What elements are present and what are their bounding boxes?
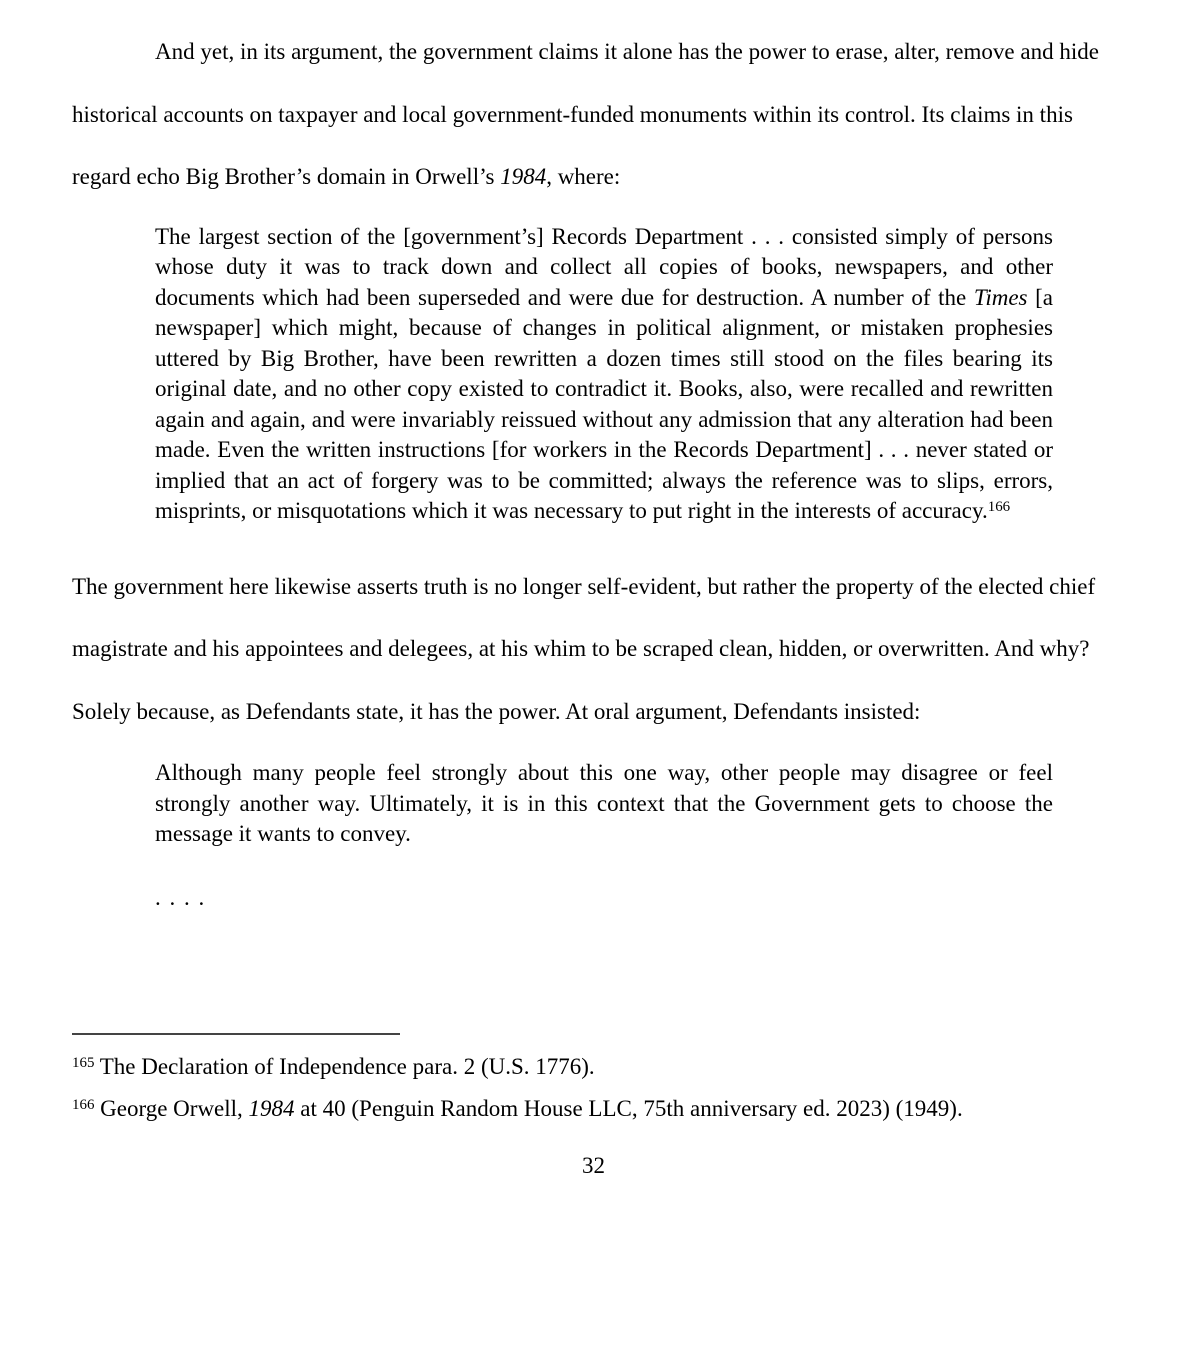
footnote-separator xyxy=(72,1033,400,1035)
paragraph-intro: And yet, in its argument, the government claims it alone has the power to erase, alter, remove and hide historical accounts on taxpayer and local government-funded monuments within its control. Its claims in this regard echo Big Brother’s domain in Orwell’s 1984, where: xyxy=(72,39,1099,189)
page-number: 32 xyxy=(582,1153,605,1178)
footnote-166: $^{166}$ George Orwell, 1984 at 40 (Penguin Random House LLC, 75th anniversary ed. 2023) (1949). xyxy=(72,1096,963,1121)
defendants-block-quote: Although many people feel strongly about this one way, other people may disagree or feel strongly another way. Ultimately, it is in this context that the Government gets to choose the message it wants to convey. xyxy=(155,760,1053,846)
ellipsis-marker: . . . . xyxy=(155,884,205,910)
footnote-165: $^{165}$ The Declaration of Independence para. 2 (U.S. 1776). xyxy=(72,1054,595,1079)
paragraph-argument: The government here likewise asserts truth is no longer self-evident, but rather the property of the elected chief magistrate and his appointees and delegees, at his whim to be scraped clean, hidden, or overwritten. And why? Solely because, as Defendants state, it has the power. At oral argument, Defendants insisted: xyxy=(72,573,1096,724)
orwell-block-quote: The largest section of the [government’s] Records Department . . . consisted simply of persons whose duty it was to track down and collect all copies of books, newspapers, and other documents which had been superseded and were due for destruction. A number of the Times [a newspaper] which might, because of changes in political alignment, or mistaken prophesies uttered by Big Brother, have been rewritten a dozen times still stood on the files bearing its original date, and no other copy existed to contradict it. Books, also, were recalled and rewritten again and again, and were invariably reissued without any admission that any alteration had been made. Even the written instructions [for workers in the Records Department] . . . never stated or implied that an act of forgery was to be committed; always the reference was to slips, errors, misprints, or misquotations which it was necessary to put right in the interests of accuracy.$^{166}$ xyxy=(155,223,1054,523)
